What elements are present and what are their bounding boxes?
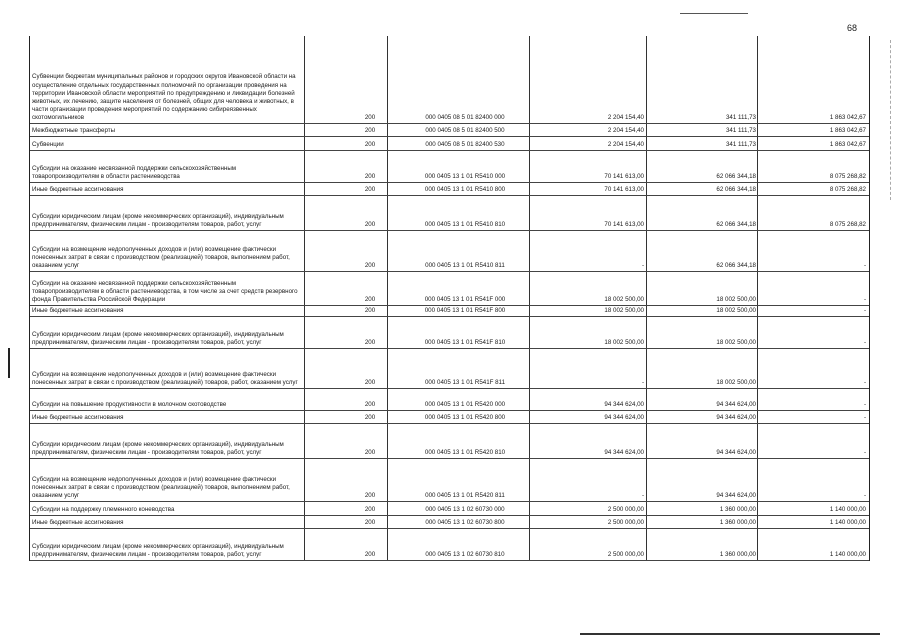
table-row xyxy=(30,196,869,231)
row-amount-executed: 341 111,73 xyxy=(725,126,756,134)
scan-margin-mark xyxy=(8,348,10,378)
row-amount-approved: - xyxy=(641,378,644,386)
row-name: Иные бюджетные ассигнования xyxy=(32,518,124,526)
row-code: 200 xyxy=(364,448,376,456)
row-amount-approved: 70 141 613,00 xyxy=(604,185,644,193)
row-amount-executed: 1 360 000,00 xyxy=(719,518,756,526)
row-amount-approved: 2 204 154,40 xyxy=(607,140,644,148)
table-row xyxy=(30,389,869,411)
row-code: 200 xyxy=(364,295,376,303)
row-code: 200 xyxy=(364,220,376,228)
row-amount-approved: 70 141 613,00 xyxy=(604,220,644,228)
row-classifier: 000 0405 08 5 01 82400 500 xyxy=(425,126,505,134)
table-row xyxy=(30,502,869,516)
row-code: 200 xyxy=(364,491,376,499)
row-code: 200 xyxy=(364,338,376,346)
row-code: 200 xyxy=(364,261,376,269)
row-code: 200 xyxy=(364,413,376,421)
row-amount-unexecuted: 1 140 000,00 xyxy=(829,518,866,526)
row-amount-executed: 18 002 500,00 xyxy=(716,378,756,386)
row-amount-executed: 94 344 624,00 xyxy=(716,448,756,456)
row-amount-executed: 1 360 000,00 xyxy=(719,505,756,513)
row-amount-unexecuted: - xyxy=(863,338,866,346)
table-row xyxy=(30,183,869,196)
row-classifier: 000 0405 13 1 01 R5410 800 xyxy=(424,185,506,193)
row-name: Субсидии на повышение продуктивности в молочном скотоводстве xyxy=(32,400,227,408)
row-code: 200 xyxy=(364,306,376,314)
row-code: 200 xyxy=(364,140,376,148)
table-row xyxy=(30,272,869,306)
row-code: 200 xyxy=(364,550,376,558)
table-row xyxy=(30,231,869,272)
row-code: 200 xyxy=(364,378,376,386)
row-name: Межбюджетные трансферты xyxy=(32,126,116,134)
row-classifier: 000 0405 13 1 02 60730 800 xyxy=(425,518,505,526)
row-classifier: 000 0405 13 1 01 R5410 000 xyxy=(424,172,506,180)
row-amount-approved: 2 500 000,00 xyxy=(607,518,644,526)
row-amount-executed: 62 066 344,18 xyxy=(716,220,756,228)
row-amount-unexecuted: 1 140 000,00 xyxy=(829,550,866,558)
row-name: Субсидии юридическим лицам (кроме некоммерческих организаций), индивидуальным предпринимателям, физическим лицам - производителям товаров, работ, услуг xyxy=(32,542,284,558)
row-classifier: 000 0405 13 1 01 R5410 810 xyxy=(424,220,506,228)
row-classifier: 000 0405 13 1 02 60730 000 xyxy=(425,505,505,513)
row-code: 200 xyxy=(364,400,376,408)
row-name: Иные бюджетные ассигнования xyxy=(32,185,124,193)
row-amount-executed: 341 111,73 xyxy=(725,113,756,121)
row-amount-approved: 70 141 613,00 xyxy=(604,172,644,180)
row-classifier: 000 0405 13 1 01 R541F 800 xyxy=(424,306,506,314)
row-amount-unexecuted: 1 863 042,67 xyxy=(829,113,866,121)
row-amount-unexecuted: 8 075 268,82 xyxy=(829,172,866,180)
row-amount-approved: - xyxy=(641,491,644,499)
row-amount-approved: 94 344 624,00 xyxy=(604,413,644,421)
row-amount-unexecuted: - xyxy=(863,378,866,386)
table-row xyxy=(30,36,869,124)
row-amount-executed: 1 360 000,00 xyxy=(719,550,756,558)
table-row xyxy=(30,424,869,459)
row-name: Субсидии на возмещение недополученных доходов и (или) возмещение фактически понесенных затрат в связи с производством (реализацией) товаров, выполнением работ, оказанием услуг xyxy=(32,245,290,269)
row-amount-approved: 2 204 154,40 xyxy=(607,113,644,121)
row-classifier: 000 0405 13 1 01 R5410 811 xyxy=(425,261,505,269)
row-amount-executed: 62 066 344,18 xyxy=(716,261,756,269)
row-amount-approved: 2 500 000,00 xyxy=(607,505,644,513)
row-amount-approved: 2 500 000,00 xyxy=(607,550,644,558)
row-amount-unexecuted: - xyxy=(863,400,866,408)
row-code: 200 xyxy=(364,113,376,121)
row-name: Субсидии на оказание несвязанной поддержки сельскохозяйственным товаропроизводителям в области растениеводства xyxy=(32,164,237,180)
table-row xyxy=(30,529,869,561)
row-amount-approved: - xyxy=(641,261,644,269)
row-amount-executed: 94 344 624,00 xyxy=(716,413,756,421)
row-amount-executed: 341 111,73 xyxy=(725,140,756,148)
row-classifier: 000 0405 08 5 01 82400 000 xyxy=(425,113,505,121)
row-classifier: 000 0405 13 1 01 R541F 811 xyxy=(424,378,506,386)
table-row xyxy=(30,124,869,137)
table-row xyxy=(30,349,869,389)
row-amount-unexecuted: 1 863 042,67 xyxy=(829,140,866,148)
row-amount-unexecuted: - xyxy=(863,413,866,421)
row-amount-approved: 2 204 154,40 xyxy=(607,126,644,134)
row-amount-approved: 94 344 624,00 xyxy=(604,448,644,456)
row-name: Субсидии на возмещение недополученных доходов и (или) возмещение фактически понесенных затрат в связи с производством (реализацией) товаров, работ, оказанием услуг xyxy=(32,370,298,386)
row-name: Субсидии юридическим лицам (кроме некоммерческих организаций), индивидуальным предпринимателям, физическим лицам - производителям товаров, работ, услуг xyxy=(32,330,284,346)
row-name: Субсидии на поддержку племенного коневодства xyxy=(32,505,175,513)
table-row xyxy=(30,317,869,349)
row-name: Субсидии на возмещение недополученных доходов и (или) возмещение фактически понесенных затрат в связи с производством (реализацией) товаров, выполнением работ, оказанием услуг xyxy=(32,475,290,499)
row-code: 200 xyxy=(364,505,376,513)
table-row xyxy=(30,459,869,502)
row-amount-unexecuted: 8 075 268,82 xyxy=(829,220,866,228)
row-classifier: 000 0405 13 1 01 R5420 810 xyxy=(424,448,506,456)
row-amount-executed: 62 066 344,18 xyxy=(716,185,756,193)
table-row xyxy=(30,306,869,317)
table-row xyxy=(30,151,869,183)
row-amount-approved: 18 002 500,00 xyxy=(604,295,644,303)
row-name: Субсидии юридическим лицам (кроме некоммерческих организаций), индивидуальным предпринимателям, физическим лицам - производителям товаров, работ, услуг xyxy=(32,212,284,228)
row-name: Иные бюджетные ассигнования xyxy=(32,413,124,421)
row-amount-unexecuted: - xyxy=(863,491,866,499)
row-code: 200 xyxy=(364,126,376,134)
row-classifier: 000 0405 13 1 01 R541F 810 xyxy=(424,338,506,346)
budget-table xyxy=(29,36,870,561)
row-name: Субвенции xyxy=(32,140,64,148)
row-name: Субвенции бюджетам муниципальных районов и городских округов Ивановской области на осуществление отдельных государственных полномочий по организации проведения на территории Ивановской области мероприятий по предупреждению и ликвидации болезней животных, их лечению, защите населения от болезней, общих для человека и животных, в части организации проведения мероприятий по содержанию сибиреязвенных скотомогильников xyxy=(32,73,296,121)
row-code: 200 xyxy=(364,172,376,180)
row-amount-approved: 18 002 500,00 xyxy=(604,338,644,346)
row-classifier: 000 0405 13 1 01 R541F 000 xyxy=(424,295,506,303)
row-amount-unexecuted: - xyxy=(863,306,866,314)
header-rule xyxy=(680,13,748,14)
row-amount-unexecuted: - xyxy=(863,261,866,269)
row-amount-approved: 18 002 500,00 xyxy=(604,306,644,314)
page-number: 68 xyxy=(847,23,858,33)
row-amount-unexecuted: - xyxy=(863,295,866,303)
row-code: 200 xyxy=(364,185,376,193)
row-name: Субсидии юридическим лицам (кроме некоммерческих организаций), индивидуальным предпринимателям, физическим лицам - производителям товаров, работ, услуг xyxy=(32,440,284,456)
row-amount-unexecuted: - xyxy=(863,448,866,456)
row-classifier: 000 0405 13 1 01 R5420 000 xyxy=(424,400,506,408)
row-name: Субсидии на оказание несвязанной поддержки сельскохозяйственным товаропроизводителям в области растениеводства, в том числе за счет средств резервного фонда Правительства Российской Федерации xyxy=(32,279,298,303)
row-classifier: 000 0405 08 5 01 82400 530 xyxy=(425,140,505,148)
row-amount-executed: 62 066 344,18 xyxy=(716,172,756,180)
table-row xyxy=(30,411,869,424)
table-row xyxy=(30,137,869,151)
row-code: 200 xyxy=(364,518,376,526)
row-amount-approved: 94 344 624,00 xyxy=(604,400,644,408)
footer-rule xyxy=(580,633,880,635)
row-amount-unexecuted: 1 140 000,00 xyxy=(829,505,866,513)
row-amount-unexecuted: 8 075 268,82 xyxy=(829,185,866,193)
row-classifier: 000 0405 13 1 01 R5420 800 xyxy=(424,413,506,421)
row-amount-executed: 18 002 500,00 xyxy=(716,306,756,314)
row-amount-executed: 18 002 500,00 xyxy=(716,295,756,303)
scan-edge-marks xyxy=(890,40,894,200)
row-amount-executed: 94 344 624,00 xyxy=(716,400,756,408)
row-amount-executed: 18 002 500,00 xyxy=(716,338,756,346)
table-row xyxy=(30,516,869,529)
row-classifier: 000 0405 13 1 02 60730 810 xyxy=(425,550,505,558)
row-classifier: 000 0405 13 1 01 R5420 811 xyxy=(425,491,505,499)
row-amount-executed: 94 344 624,00 xyxy=(716,491,756,499)
row-amount-unexecuted: 1 863 042,67 xyxy=(829,126,866,134)
row-name: Иные бюджетные ассигнования xyxy=(32,306,124,314)
